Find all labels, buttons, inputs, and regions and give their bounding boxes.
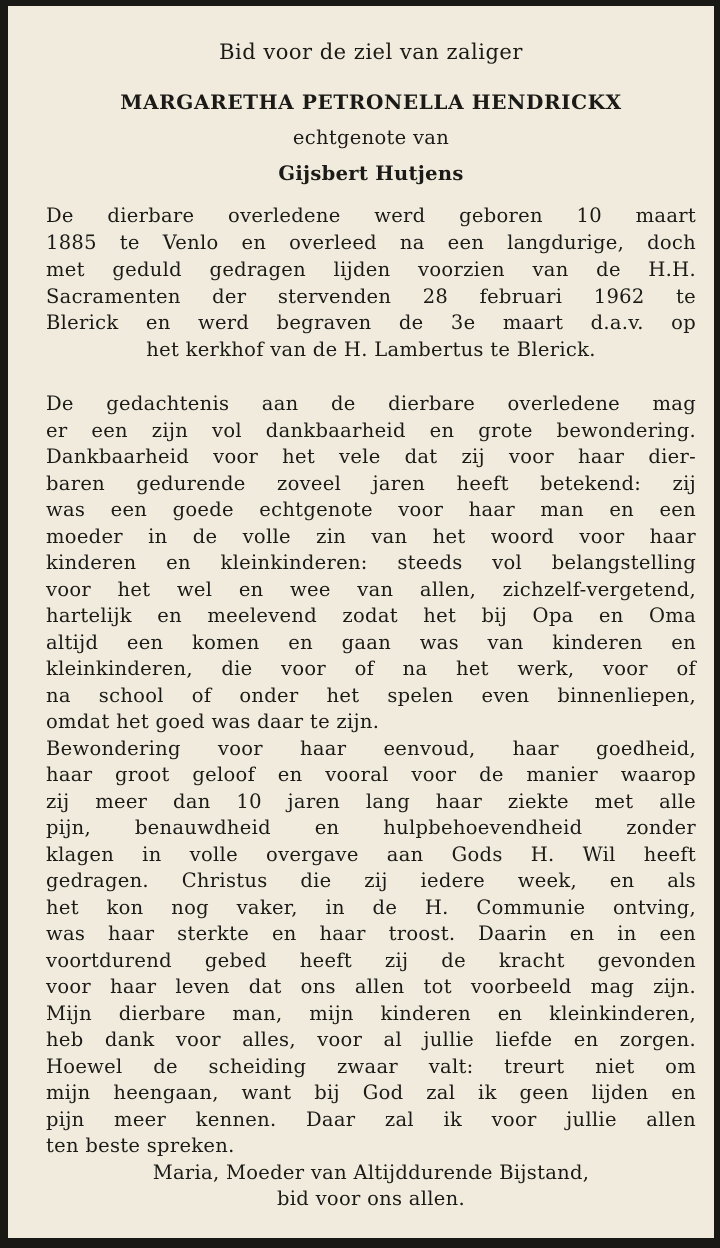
memorial-line: moeder in de volle zin van het woord voor haar — [46, 525, 696, 548]
memorial-line: pijn meer kennen. Daar zal ik voor jullie allen — [46, 1108, 696, 1131]
memorial-line: gedragen. Christus die zij iedere week, en als — [46, 869, 696, 892]
memorial-line: omdat het goed was daar te zijn. — [46, 710, 380, 733]
memorial-line: haar groot geloof en vooral voor de manier waarop — [46, 763, 696, 786]
memorial-line: mijn heengaan, want bij God zal ik geen lijden en — [46, 1081, 696, 1104]
prayer-heading: Bid voor de ziel van zaliger — [219, 40, 523, 64]
memorial-line: klagen in volle overgave aan Gods H. Wil heeft — [46, 843, 696, 866]
memorial-line: voortdurend gebed heeft zij de kracht gevonden — [46, 949, 696, 972]
bio-line: met geduld gedragen lijden voorzien van de H.H. — [46, 258, 696, 281]
memorial-line: was een goede echtgenote voor haar man en een — [46, 498, 696, 521]
memorial-line: Bewondering voor haar eenvoud, haar goedheid, — [46, 737, 696, 760]
memorial-card — [8, 6, 714, 1238]
memorial-line: kinderen en kleinkinderen: steeds vol belangstelling — [46, 551, 696, 574]
memorial-line: heb dank voor alles, voor al jullie liefde en zorgen. — [46, 1028, 696, 1051]
bio-line: Blerick en werd begraven de 3e maart d.a.v. op — [46, 311, 696, 334]
spouse-name: Gijsbert Hutjens — [278, 162, 464, 185]
memorial-line: was haar sterkte en haar troost. Daarin en in een — [46, 922, 696, 945]
memorial-line: Hoewel de scheiding zwaar valt: treurt niet om — [46, 1055, 696, 1078]
bio-line: De dierbare overledene werd geboren 10 maart — [46, 204, 696, 227]
memorial-line: Mijn dierbare man, mijn kinderen en kleinkinderen, — [46, 1002, 696, 1025]
memorial-line: pijn, benauwdheid en hulpbehoevendheid zonder — [46, 816, 696, 839]
closing-line: Maria, Moeder van Altijddurende Bijstand, — [152, 1161, 590, 1184]
memorial-line: baren gedurende zoveel jaren heeft betekend: zij — [46, 472, 696, 495]
memorial-line: voor haar leven dat ons allen tot voorbeeld mag zijn. — [46, 975, 696, 998]
closing-line: bid voor ons allen. — [276, 1187, 466, 1210]
bio-line: het kerkhof van de H. Lambertus te Blerick. — [146, 338, 596, 361]
memorial-line: altijd een komen en gaan was van kinderen en — [46, 631, 696, 654]
memorial-line: zij meer dan 10 jaren lang haar ziekte met alle — [46, 790, 696, 813]
memorial-line: hartelijk en meelevend zodat het bij Opa en Oma — [46, 604, 696, 627]
memorial-line: ten beste spreken. — [46, 1134, 235, 1157]
memorial-line: kleinkinderen, die voor of na het werk, voor of — [46, 657, 696, 680]
relation-text: echtgenote van — [292, 126, 450, 149]
memorial-line: Dankbaarheid voor het vele dat zij voor haar dier- — [46, 445, 696, 468]
memorial-line: De gedachtenis aan de dierbare overledene mag — [46, 392, 696, 415]
bio-line: Sacramenten der stervenden 28 februari 1962 te — [46, 285, 696, 308]
deceased-name: MARGARETHA PETRONELLA HENDRICKX — [120, 90, 622, 114]
bio-line: 1885 te Venlo en overleed na een langdurige, doch — [46, 231, 696, 254]
memorial-line: na school of onder het spelen even binnenliepen, — [46, 684, 696, 707]
memorial-line: het kon nog vaker, in de H. Communie ontving, — [46, 896, 696, 919]
memorial-line: er een zijn vol dankbaarheid en grote bewondering. — [46, 419, 696, 442]
memorial-line: voor het wel en wee van allen, zichzelf-vergetend, — [46, 578, 696, 601]
